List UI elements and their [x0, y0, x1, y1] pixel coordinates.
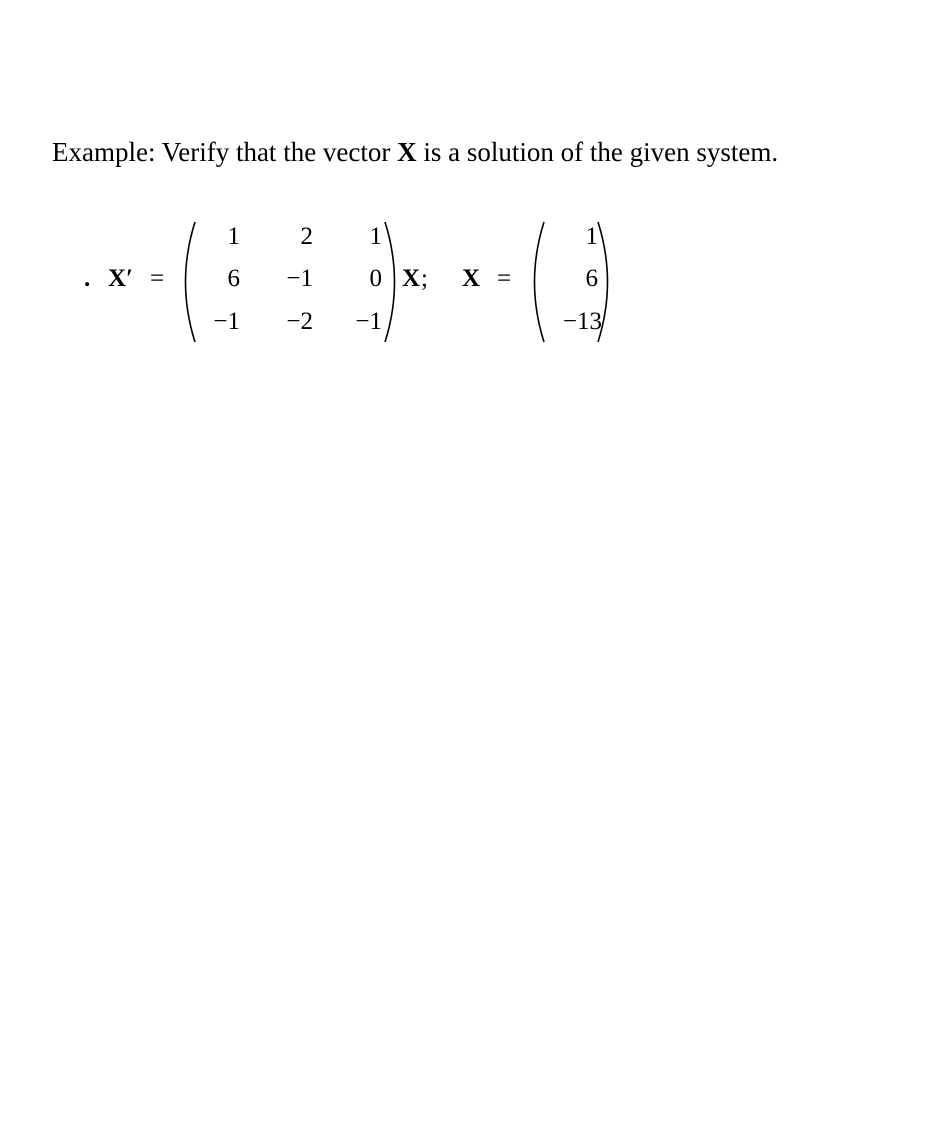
lhs-equals-sign: =: [150, 265, 165, 292]
vector-entry: −13: [562, 308, 602, 335]
matrix-cell: 2: [300, 223, 313, 250]
matrix-cell: −1: [213, 308, 240, 335]
vector-left-paren: [535, 222, 545, 342]
list-bullet: .: [84, 265, 91, 292]
equation-graphic: [0, 0, 940, 400]
statement-text-start: Example: Verify that the vector: [52, 137, 398, 167]
rhs-variable: X: [462, 265, 481, 292]
statement-variable: X: [397, 137, 417, 167]
matrix-left-paren: [186, 222, 196, 342]
matrix-right-paren: [385, 222, 395, 342]
lhs-variable: X′: [108, 265, 134, 292]
vector-entry: 1: [585, 223, 598, 250]
matrix-cell: −1: [355, 308, 382, 335]
matrix-cell: 6: [227, 265, 240, 292]
system-equation: [0, 0, 940, 400]
matrix-cell: 1: [227, 223, 240, 250]
matrix-cell: −2: [286, 308, 313, 335]
matrix-cell: 0: [369, 265, 382, 292]
statement-text-end: is a solution of the given system.: [416, 137, 779, 167]
vector-entry: 6: [585, 265, 598, 292]
separator-semicolon: ;: [421, 265, 428, 292]
rhs-equals-sign: =: [497, 265, 512, 292]
multiplied-variable: X: [402, 265, 421, 292]
matrix-cell: 1: [369, 223, 382, 250]
matrix-cell: −1: [286, 265, 313, 292]
